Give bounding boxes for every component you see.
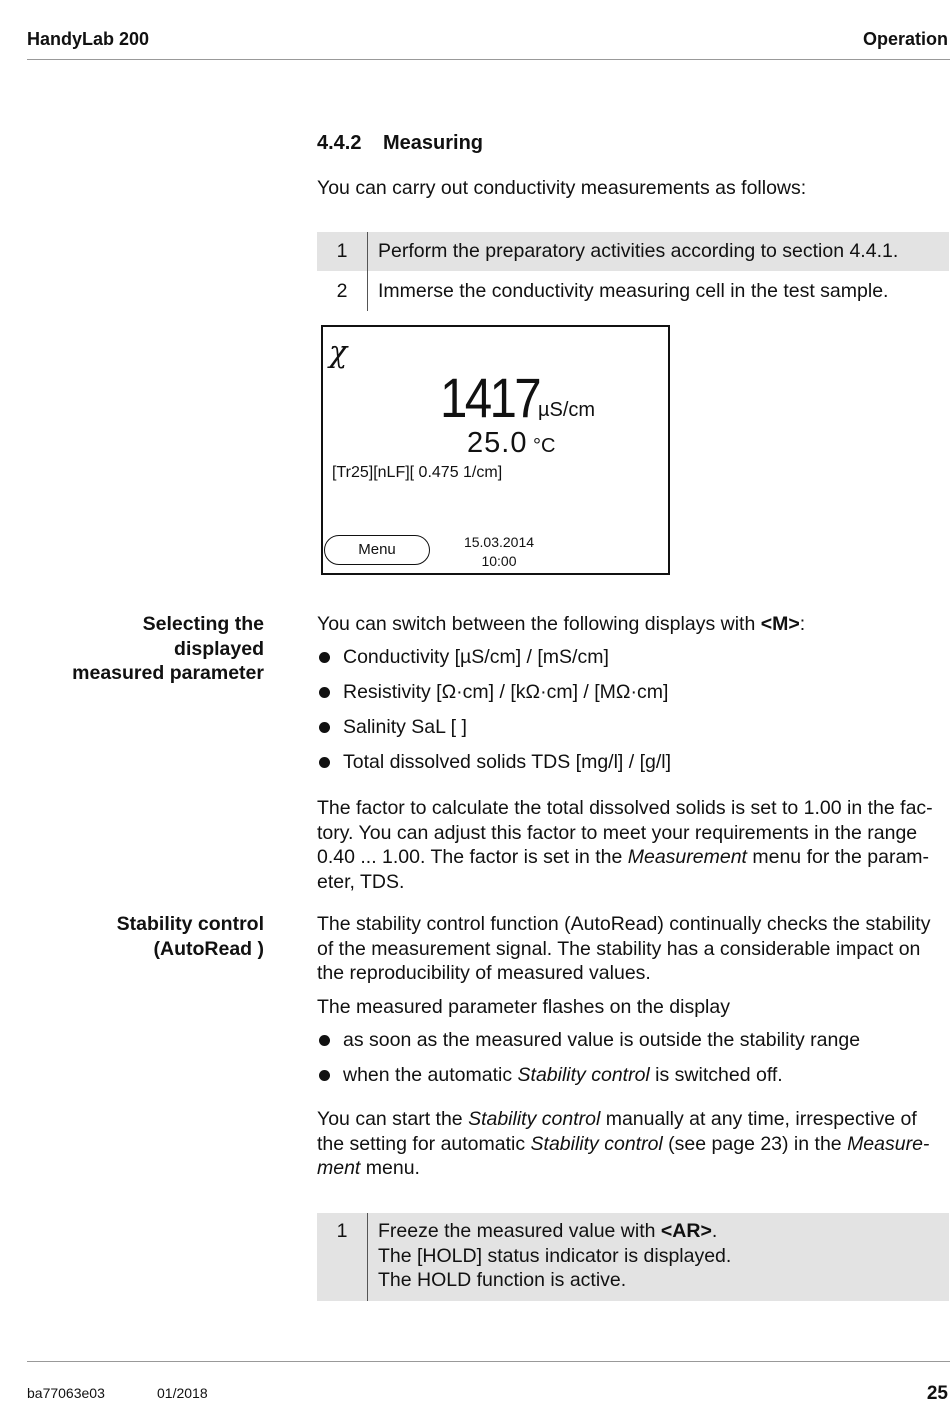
step-row: [317, 232, 949, 271]
step-line: The HOLD function is active.: [378, 1269, 627, 1291]
section-title: Measuring: [383, 132, 484, 154]
stability-control-term: Stability control: [468, 1108, 601, 1130]
freeze-step-table: [317, 1213, 949, 1301]
bullet-text: when the automatic: [343, 1064, 518, 1086]
select-param-intro: [317, 612, 949, 637]
tds-text: The factor to calculate the total dissolved solids is set to 1.00 in the fac-tory. You can adjust this factor to meet your requirements in the range 0.40 ... 1.00. The factor is set in the: [317, 797, 933, 868]
step-text: Perform the preparatory activities according to section 4.4.1.: [378, 240, 899, 262]
step-line-text: Freeze the measured value with: [378, 1220, 661, 1242]
stability-control-term: Stability control: [517, 1064, 650, 1086]
tds-factor-paragraph: [317, 796, 949, 894]
stability-list: [317, 1028, 949, 1098]
parameter-list: [317, 645, 949, 785]
temperature-unit: °C: [533, 435, 556, 457]
side-label-line: Stability control: [116, 913, 264, 935]
para-text: manually at any time, irrespective of the setting for automatic: [317, 1108, 917, 1155]
key-m: <M>: [760, 613, 800, 635]
status-line: [Tr25][nLF][ 0.475 1/cm]: [332, 464, 503, 481]
header-product-name: HandyLab 200: [27, 29, 150, 49]
measured-value-unit: µS/cm: [538, 399, 596, 421]
page-number: 25: [926, 1383, 948, 1404]
footer-rule: [27, 1361, 950, 1362]
footer-doc-id: ba77063e03: [27, 1385, 105, 1401]
para-text: menu.: [360, 1157, 420, 1179]
intro-text: You can switch between the following displays with: [317, 613, 761, 635]
list-item: Resistivity [Ω·cm] / [kΩ·cm] / [MΩ·cm]: [317, 680, 949, 715]
step-line: [378, 1219, 949, 1244]
step-number: 1: [317, 232, 368, 271]
display-time: 10:00: [481, 553, 517, 569]
list-item: Salinity SaL [ ]: [317, 715, 949, 750]
menu-softkey[interactable]: Menu: [324, 535, 430, 565]
step-line-text: .: [711, 1220, 718, 1242]
stability-paragraph-1: The stability control function (AutoRead) continually checks the stability of the measurement signal. The stability has a considerable impact on the reproducibility of measured values.: [317, 913, 931, 984]
side-label-line: displayed: [174, 637, 264, 660]
intro-suffix: :: [799, 613, 806, 635]
bullet-text: is switched off.: [649, 1064, 783, 1086]
section-heading: [317, 132, 483, 155]
step-text: Immerse the conductivity measuring cell in the test sample.: [378, 280, 889, 302]
list-item: as soon as the measured value is outside the stability range: [317, 1028, 949, 1063]
side-label-line: measured parameter: [72, 662, 264, 684]
header-section-name: Operation: [862, 29, 948, 49]
section-intro: You can carry out conductivity measurements as follows:: [317, 177, 807, 199]
measurement-menu-term: Measurement: [627, 846, 747, 868]
meter-display: [321, 325, 670, 575]
temperature-value: 25.0: [467, 427, 528, 459]
step-number: 1: [317, 1213, 368, 1301]
tds-text: menu for the param-eter, TDS.: [317, 846, 930, 893]
list-item: Conductivity [µS/cm] / [mS/cm]: [317, 645, 949, 680]
section-number: 4.4.2: [317, 132, 362, 154]
key-ar: <AR>: [660, 1220, 712, 1242]
footer-date: 01/2018: [157, 1385, 208, 1401]
header-rule: [27, 59, 950, 60]
step-line: The [HOLD] status indicator is displayed.: [378, 1244, 732, 1267]
step-text: [368, 1213, 950, 1301]
measured-value: 1417: [440, 366, 540, 429]
side-label-line: Selecting the: [142, 613, 264, 635]
step-number: 2: [317, 271, 368, 311]
prepare-steps-table: [317, 232, 949, 311]
stability-paragraph-2: The measured parameter flashes on the display: [317, 996, 730, 1018]
side-label-line: (AutoRead ): [153, 937, 264, 960]
display-datetime: [461, 533, 537, 571]
step-row: [317, 1213, 949, 1301]
stability-paragraph-3: [317, 1107, 949, 1181]
list-item: [317, 1063, 949, 1098]
para-text: (see page 23) in the: [662, 1132, 848, 1155]
side-label-stability-control: [14, 912, 264, 961]
para-text: You can start the: [317, 1108, 469, 1130]
step-row: [317, 271, 949, 311]
display-date: 15.03.2014: [463, 534, 535, 550]
measurement-menu-term: Measure-ment: [317, 1132, 930, 1179]
conductivity-symbol: χ: [329, 335, 348, 370]
list-item: Total dissolved solids TDS [mg/l] / [g/l]: [317, 750, 949, 785]
stability-control-term: Stability control: [530, 1132, 663, 1155]
side-label-selecting-parameter: [14, 612, 264, 686]
